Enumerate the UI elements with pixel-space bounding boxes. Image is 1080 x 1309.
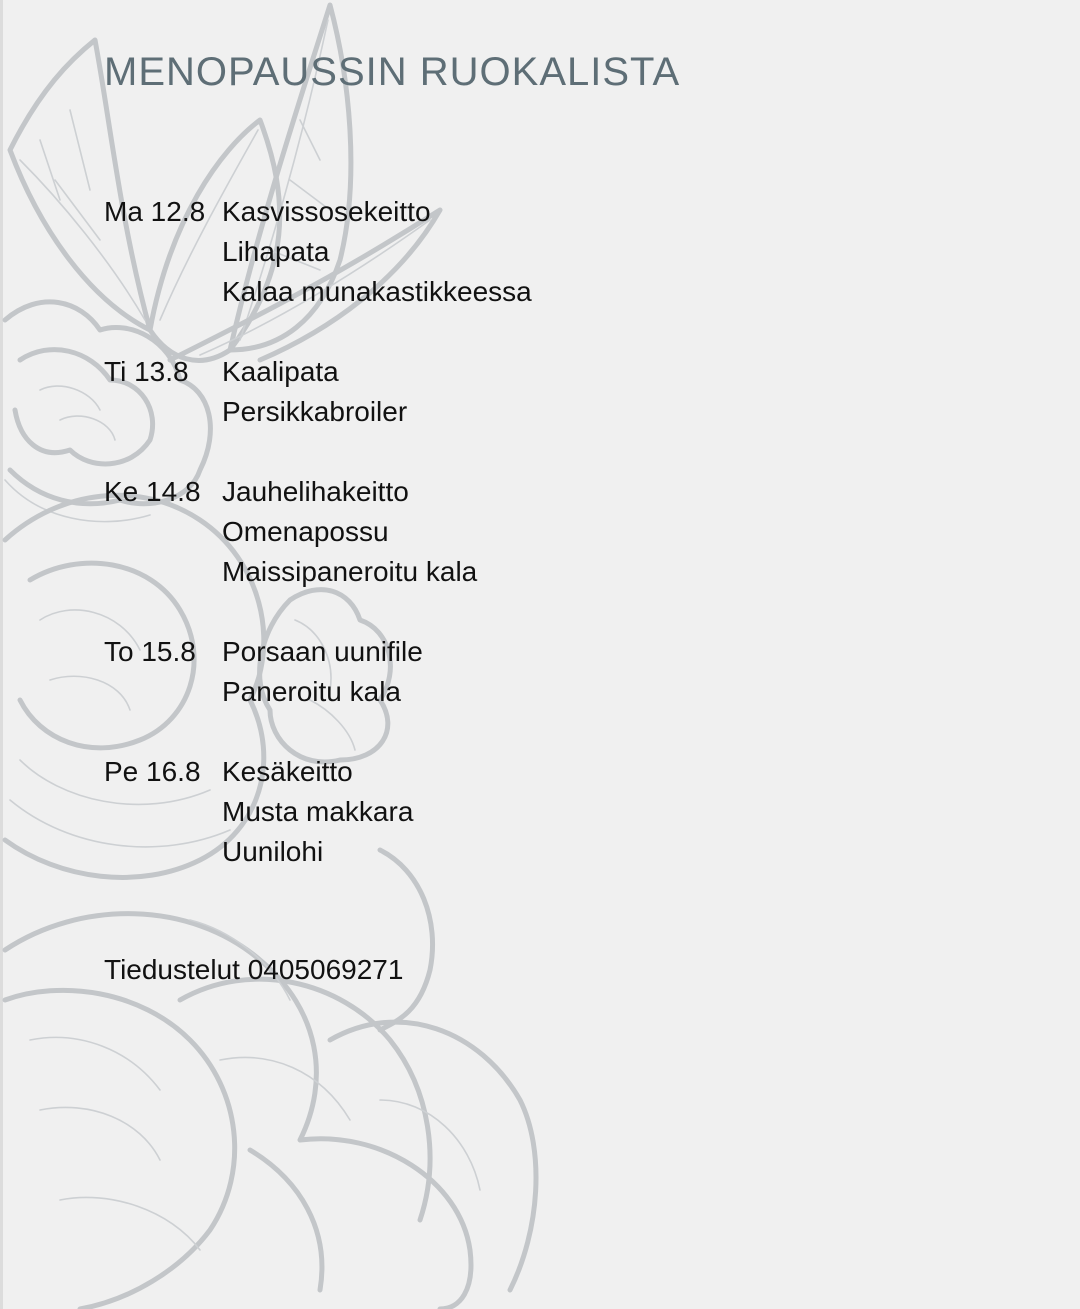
dish-list — [222, 352, 407, 432]
dish-list — [222, 472, 477, 592]
dish-item: Uunilohi — [222, 836, 324, 867]
menu-day — [104, 752, 804, 872]
dish-item: Kaalipata — [222, 356, 339, 387]
dish-list — [222, 192, 532, 312]
day-label: To 15.8 — [104, 636, 196, 667]
dish-item: Maissipaneroitu kala — [222, 556, 478, 587]
menu-day — [104, 472, 804, 592]
dish-item: Jauhelihakeitto — [222, 476, 409, 507]
dish-item: Kalaa munakastikkeessa — [222, 276, 532, 307]
dish-item: Kesäkeitto — [222, 756, 353, 787]
dish-item: Omenapossu — [222, 516, 389, 547]
dish-item: Paneroitu kala — [222, 676, 402, 707]
day-label: Ti 13.8 — [104, 356, 189, 387]
dish-list — [222, 752, 413, 872]
page-title: MENOPAUSSIN RUOKALISTA — [104, 50, 681, 94]
dish-list — [222, 632, 423, 712]
weekly-menu — [104, 192, 804, 912]
dish-item: Kasvissosekeitto — [222, 196, 431, 227]
dish-item: Lihapata — [222, 236, 330, 267]
menu-day — [104, 352, 804, 432]
dish-item: Musta makkara — [222, 796, 414, 827]
day-label: Ke 14.8 — [104, 476, 201, 507]
menu-day — [104, 632, 804, 712]
menu-day — [104, 192, 804, 312]
contact-info: Tiedustelut 0405069271 — [104, 954, 404, 985]
day-label: Ma 12.8 — [104, 196, 206, 227]
dish-item: Persikkabroiler — [222, 396, 408, 427]
dish-item: Porsaan uunifile — [222, 636, 423, 667]
day-label: Pe 16.8 — [104, 756, 201, 787]
